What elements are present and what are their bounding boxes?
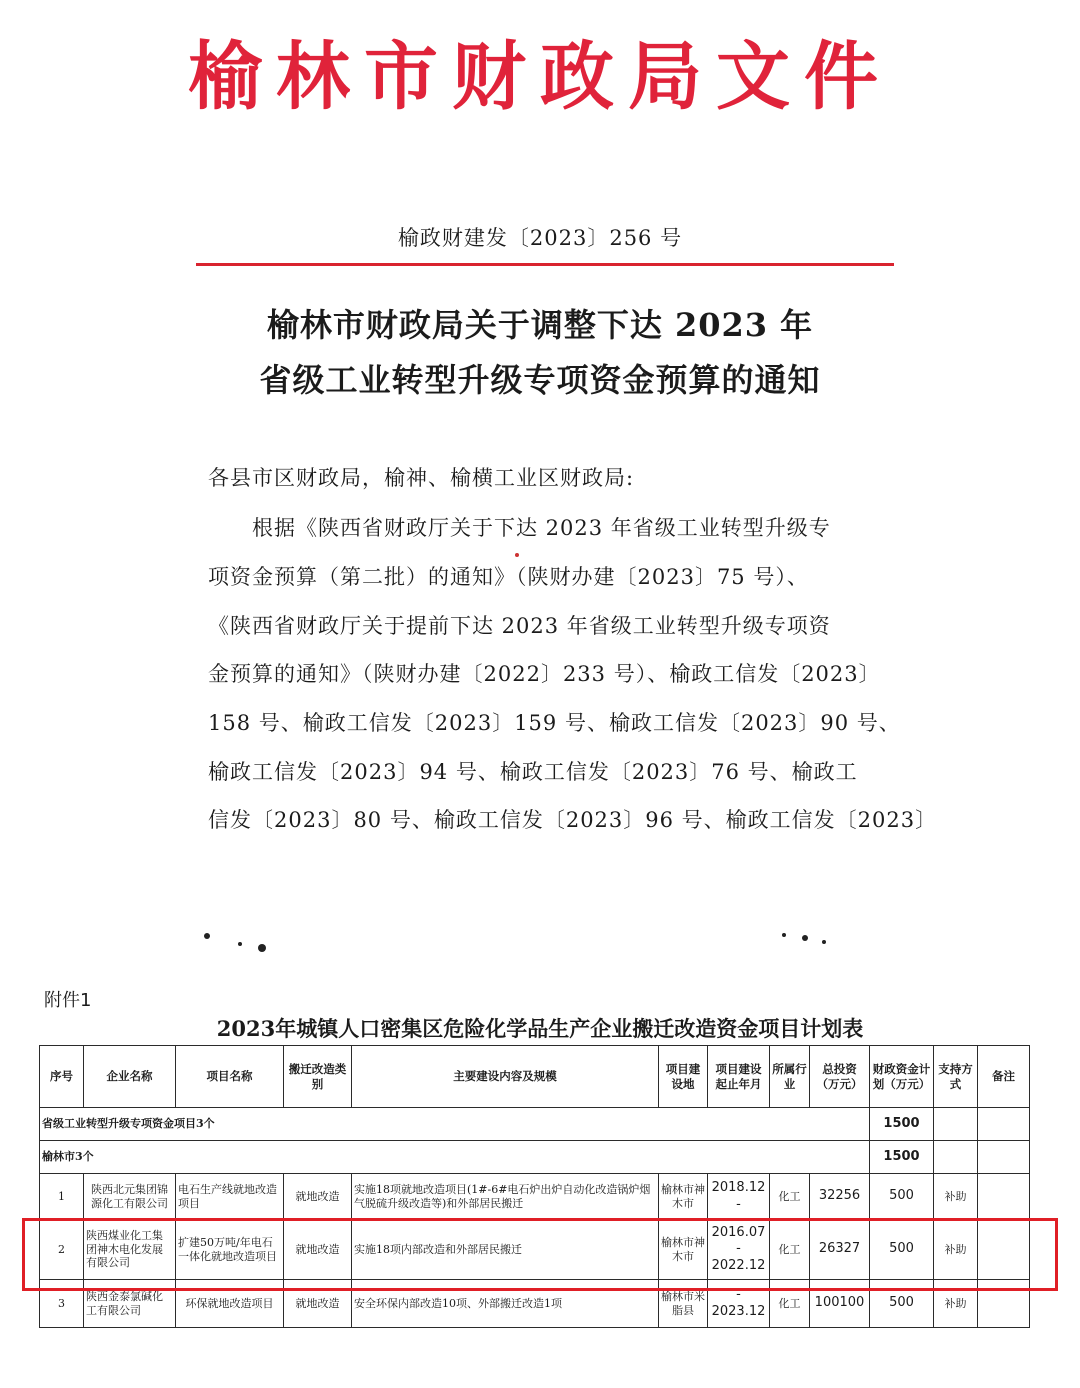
highlight-box — [22, 1218, 1058, 1291]
row-period: 2016.07 - 2022.12 — [708, 1220, 770, 1280]
column-header: 支持方式 — [934, 1046, 978, 1108]
column-header: 搬迁改造类别 — [284, 1046, 352, 1108]
column-header: 项目建设起止年月 — [708, 1046, 770, 1108]
row-industry: 化工 — [770, 1280, 810, 1328]
row-support: 补助 — [934, 1174, 978, 1220]
row-content: 实施18项内部改造和外部居民搬迁 — [352, 1220, 659, 1280]
row-project: 环保就地改造项目 — [176, 1280, 284, 1328]
column-header: 备注 — [978, 1046, 1030, 1108]
column-header: 企业名称 — [84, 1046, 176, 1108]
row-category: 就地改造 — [284, 1174, 352, 1220]
column-header: 项目名称 — [176, 1046, 284, 1108]
row-note — [978, 1174, 1030, 1220]
table-row — [40, 1174, 1030, 1220]
row-location: 榆林市神木市 — [659, 1174, 708, 1220]
salutation: 各县市区财政局，榆神、榆横工业区财政局: — [208, 466, 635, 490]
row-period: - 2023.12 — [708, 1280, 770, 1328]
body-text-line: 信发〔2023〕80 号、榆政工信发〔2023〕96 号、榆政工信发〔2023〕 — [208, 808, 938, 832]
row-project: 扩建50万吨/年电石一体化就地改造项目 — [176, 1220, 284, 1280]
row-period: 2018.12 - — [708, 1174, 770, 1220]
row-industry: 化工 — [770, 1220, 810, 1280]
row-location: 榆林市神木市 — [659, 1220, 708, 1280]
body-text-line: 金预算的通知》（陕财办建〔2022〕233 号）、榆政工信发〔2023〕 — [208, 662, 881, 686]
summary-amount: 1500 — [870, 1108, 934, 1141]
row-no: 2 — [40, 1220, 84, 1280]
table-title: 2023年城镇人口密集区危险化学品生产企业搬迁改造资金项目计划表 — [216, 1016, 864, 1041]
row-funding: 500 — [870, 1174, 934, 1220]
row-investment: 100100 — [810, 1280, 870, 1328]
row-investment: 26327 — [810, 1220, 870, 1280]
row-support: 补助 — [934, 1220, 978, 1280]
summary-label: 榆林市3个 — [40, 1141, 870, 1174]
row-support: 补助 — [934, 1280, 978, 1328]
row-no: 3 — [40, 1280, 84, 1328]
table-header-row — [40, 1046, 1030, 1108]
row-company: 陕西金泰氯碱化工有限公司 — [84, 1280, 176, 1328]
row-industry: 化工 — [770, 1174, 810, 1220]
column-header: 总投资（万元） — [810, 1046, 870, 1108]
document-header-title: 榆林市财政局文件 — [188, 34, 892, 120]
body-text-line: 158 号、榆政工信发〔2023〕159 号、榆政工信发〔2023〕90 号、 — [208, 711, 901, 735]
row-category: 就地改造 — [284, 1220, 352, 1280]
row-content: 实施18项就地改造项目(1#-6#电石炉出炉自动化改造锅炉烟气脱硫升级改造等)和外部居民搬迁 — [352, 1174, 659, 1220]
attachment-label: 附件1 — [44, 990, 92, 1011]
row-content: 安全环保内部改造10项、外部搬迁改造1项 — [352, 1280, 659, 1328]
row-investment: 32256 — [810, 1174, 870, 1220]
body-text-line: 根据《陕西省财政厅关于下达 2023 年省级工业转型升级专 — [208, 516, 831, 540]
column-header: 所属行业 — [770, 1046, 810, 1108]
row-category: 就地改造 — [284, 1280, 352, 1328]
summary-row — [40, 1108, 1030, 1141]
summary-row — [40, 1141, 1030, 1174]
body-text-line: 榆政工信发〔2023〕94 号、榆政工信发〔2023〕76 号、榆政工 — [208, 760, 858, 784]
row-company: 陕西北元集团锦源化工有限公司 — [84, 1174, 176, 1220]
column-header: 项目建设地 — [659, 1046, 708, 1108]
row-funding: 500 — [870, 1220, 934, 1280]
document-title-line-2: 省级工业转型升级专项资金预算的通知 — [259, 361, 821, 399]
column-header: 财政资金计划（万元） — [870, 1046, 934, 1108]
row-company: 陕西煤业化工集团神木电化发展有限公司 — [84, 1220, 176, 1280]
row-funding: 500 — [870, 1280, 934, 1328]
column-header: 序号 — [40, 1046, 84, 1108]
body-text-line: 《陕西省财政厅关于提前下达 2023 年省级工业转型升级专项资 — [208, 614, 831, 638]
row-location: 榆林市米脂县 — [659, 1280, 708, 1328]
summary-amount: 1500 — [870, 1141, 934, 1174]
document-title-line-1: 榆林市财政局关于调整下达 2023 年 — [266, 306, 814, 344]
summary-label: 省级工业转型升级专项资金项目3个 — [40, 1108, 870, 1141]
body-text-line: 项资金预算（第二批）的通知》（陕财办建〔2023〕75 号）、 — [208, 565, 809, 589]
document-number: 榆政财建发〔2023〕256 号 — [397, 226, 683, 250]
row-project: 电石生产线就地改造项目 — [176, 1174, 284, 1220]
row-no: 1 — [40, 1174, 84, 1220]
column-header: 主要建设内容及规模 — [352, 1046, 659, 1108]
